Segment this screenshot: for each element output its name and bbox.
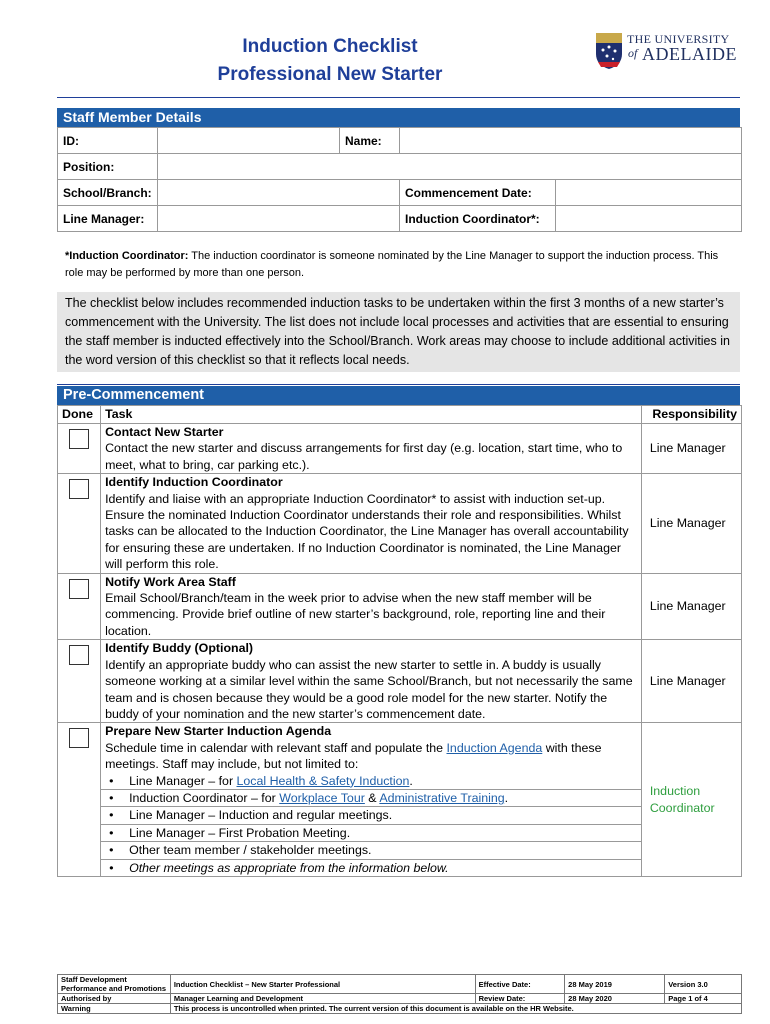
header-divider [57, 97, 740, 98]
document-subtitle: Professional New Starter [217, 64, 443, 85]
table-header-row [58, 406, 742, 424]
task-title: Identify Induction Coordinator [105, 475, 283, 490]
list-item: • Line Manager – for Local Health & Safety Induction. [101, 773, 641, 790]
document-footer [57, 974, 742, 1014]
task-responsibility: Line Manager [641, 640, 741, 723]
done-checkbox[interactable] [69, 728, 89, 748]
done-checkbox[interactable] [69, 429, 89, 449]
list-item: • Induction Coordinator – for Workplace Tour & Administrative Training. [101, 790, 641, 807]
table-row [58, 474, 742, 573]
manager-field[interactable] [158, 206, 400, 232]
col-resp-header: Responsibility [641, 406, 741, 424]
position-label: Position: [58, 154, 158, 180]
logo-adelaide-text: ADELAIDE [642, 44, 737, 64]
commencement-field[interactable] [556, 180, 742, 206]
name-label: Name: [340, 128, 400, 154]
table-row [58, 723, 742, 877]
task-body: Identify and liaise with an appropriate Induction Coordinator* to assist with induction set-up. Ensure the nominated Induction Coordinator understands their role and responsibilities. Whilst tasks can be allocated to the Induction Coordinator, the Line Manager has overall accountability for ensuring these are undertaken. If no Induction Coordinator is nominated, the Line Manager will perform this role. [105, 491, 629, 572]
list-item: • Line Manager – First Probation Meeting. [101, 825, 641, 842]
coordinator-label: Induction Coordinator*: [400, 206, 556, 232]
coordinator-note [65, 248, 735, 282]
school-field[interactable] [158, 180, 400, 206]
footer-cell: Staff Development Performance and Promotions [58, 975, 171, 994]
list-item: • Line Manager – Induction and regular meetings. [101, 807, 641, 824]
footer-cell: Warning [58, 1004, 171, 1014]
footer-cell: Page 1 of 4 [665, 994, 742, 1004]
task-title: Prepare New Starter Induction Agenda [105, 724, 332, 739]
task-body-pre: Schedule time in calendar with relevant staff and populate the [105, 740, 447, 755]
footer-cell: Review Date: [475, 994, 565, 1004]
staff-details-heading: Staff Member Details [57, 108, 740, 127]
done-checkbox[interactable] [69, 579, 89, 599]
coordinator-note-text: The induction coordinator is someone nominated by the Line Manager to support the induction process. This role may be performed by more than one person. [65, 250, 719, 279]
table-row [58, 424, 742, 474]
coordinator-field[interactable] [556, 206, 742, 232]
task-responsibility: Line Manager [641, 474, 741, 573]
done-checkbox[interactable] [69, 645, 89, 665]
section-divider [57, 384, 740, 385]
agenda-list [105, 773, 637, 876]
name-field[interactable] [400, 128, 742, 154]
task-body: Email School/Branch/team in the week prior to advise when the new staff member will be commencing. Provide brief outline of new starter’s background, role, reporting line and their location. [105, 591, 606, 638]
footer-cell: Induction Checklist – New Starter Professional [170, 975, 475, 994]
pre-commencement-table [57, 405, 742, 877]
footer-cell: 28 May 2020 [565, 994, 665, 1004]
university-logo [595, 30, 737, 76]
health-safety-link[interactable]: Local Health & Safety Induction [236, 773, 410, 788]
task-body: Identify an appropriate buddy who can assist the new starter to settle in. A buddy is usually someone working at a similar level within the same School/Branch, but not necessarily the same team and is chosen because they would be a good role model for the new starter. Notify the buddy of your nomination and the new starter’s commencement date. [105, 657, 633, 721]
position-field[interactable] [158, 154, 742, 180]
logo-of-text: of [628, 46, 638, 60]
task-title: Contact New Starter [105, 425, 224, 439]
id-field[interactable] [158, 128, 340, 154]
col-task-header: Task [101, 406, 642, 424]
pre-commencement-heading: Pre-Commencement [57, 386, 740, 405]
crest-icon [595, 32, 623, 70]
logo-university-text: THE UNIVERSITY [627, 32, 730, 46]
commencement-label: Commencement Date: [400, 180, 556, 206]
staff-details-table [57, 127, 742, 232]
footer-warning: This process is uncontrolled when printed. The current version of this document is available on the HR Website. [170, 1004, 741, 1014]
list-item: • Other team member / stakeholder meetings. [101, 842, 641, 859]
task-responsibility: Line Manager [641, 424, 741, 474]
admin-training-link[interactable]: Administrative Training [379, 790, 505, 805]
task-body-post: with these meetings. Staff may include, but not limited to: [105, 740, 602, 772]
footer-cell: 28 May 2019 [565, 975, 665, 994]
footer-cell: Effective Date: [475, 975, 565, 994]
induction-agenda-link[interactable]: Induction Agenda [446, 740, 543, 755]
task-responsibility: Induction Coordinator [641, 723, 741, 877]
col-done-header: Done [58, 406, 101, 424]
footer-cell: Version 3.0 [665, 975, 742, 994]
done-checkbox[interactable] [69, 479, 89, 499]
intro-paragraph: The checklist below includes recommended induction tasks to be undertaken within the first 3 months of a new starter’s commencement with the University. The list does not include local processes and activities that are essential to ensuring the staff member is inducted effectively into the School/Branch. Work areas may choose to include additional activities in the word version of this checklist so that it reflects local needs. [57, 292, 740, 372]
school-label: School/Branch: [58, 180, 158, 206]
table-row [58, 640, 742, 723]
table-row [58, 573, 742, 640]
id-label: ID: [58, 128, 158, 154]
task-title: Notify Work Area Staff [105, 574, 236, 589]
workplace-tour-link[interactable]: Workplace Tour [279, 790, 365, 805]
task-title: Identify Buddy (Optional) [105, 641, 254, 656]
footer-cell: Manager Learning and Development [170, 994, 475, 1004]
document-title: Induction Checklist [242, 36, 418, 57]
manager-label: Line Manager: [58, 206, 158, 232]
footer-cell: Authorised by [58, 994, 171, 1004]
task-body: Contact the new starter and discuss arrangements for first day (e.g. location, start time, who to meet, what to bring, car parking etc.). [105, 441, 623, 472]
list-item: • Other meetings as appropriate from the information below. [101, 860, 641, 876]
coordinator-note-label: *Induction Coordinator: [65, 250, 189, 262]
task-responsibility: Line Manager [641, 573, 741, 640]
